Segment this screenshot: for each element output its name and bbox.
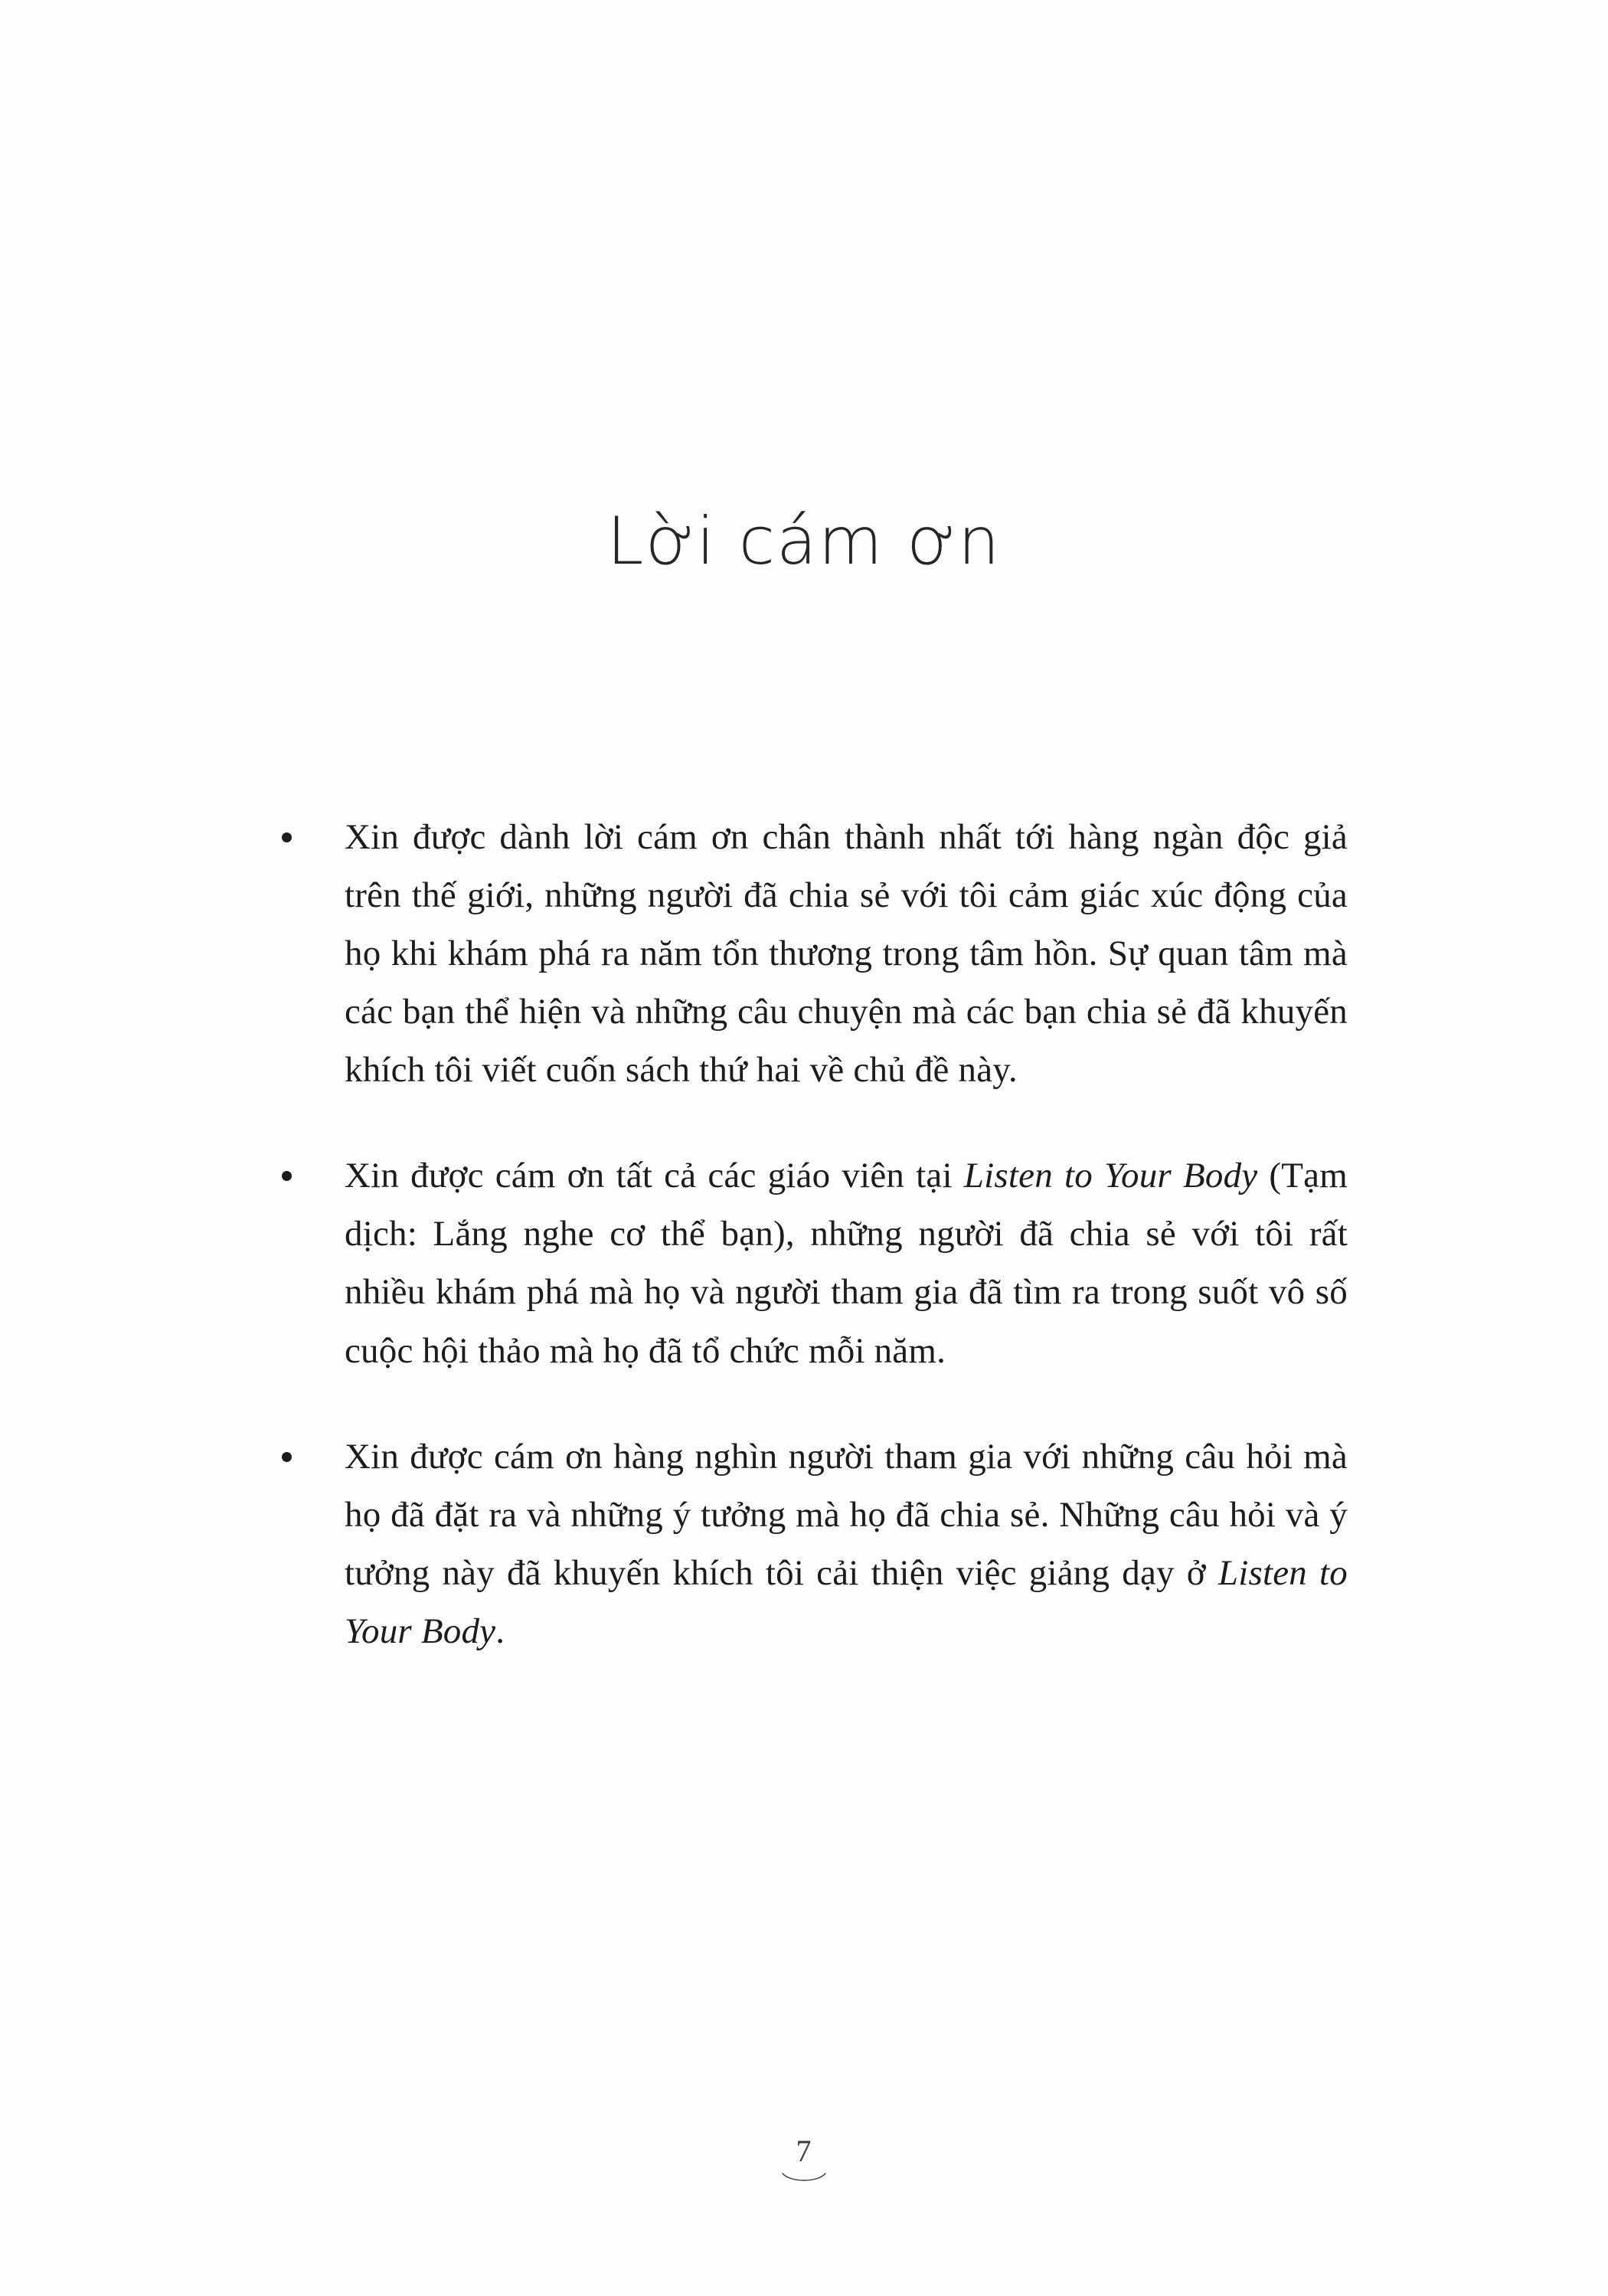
paragraph-text: Xin được cám ơn tất cả các giáo viên tại Listen to Your Body (Tạm dịch: Lắng nghe cơ thể bạn), những người đã chia sẻ với tôi rất nhiều khám phá mà họ và người tham gia đã tìm ra trong suốt vô số cuộc hội thảo mà họ đã tổ chức mỗi năm. (345, 1156, 1348, 1371)
page-footer (0, 2133, 1608, 2183)
swash-ornament-icon (779, 2170, 829, 2183)
page-number: 7 (796, 2134, 812, 2168)
list-item (260, 1428, 1348, 1661)
bullet-icon (282, 832, 292, 842)
list-item (260, 808, 1348, 1100)
paragraph-text: Xin được cám ơn hàng nghìn người tham gia với những câu hỏi mà họ đã đặt ra và những ý tưởng mà họ đã chia sẻ. Những câu hỏi và ý tưởng này đã khuyến khích tôi cải thiện việc giảng dạy ở Listen to Your Body. (345, 1436, 1348, 1652)
bullet-icon (282, 1452, 292, 1462)
list-item (260, 1146, 1348, 1380)
page-title: Lời cám ơn (606, 503, 1002, 580)
paragraph-text: Xin được dành lời cám ơn chân thành nhất tới hàng ngàn độc giả trên thế giới, những người đã chia sẻ với tôi cảm giác xúc động của họ khi khám phá ra năm tổn thương trong tâm hồn. Sự quan tâm mà các bạn thể hiện và những câu chuyện mà các bạn chia sẻ đã khuyến khích tôi viết cuốn sách thứ hai về chủ đề này. (345, 816, 1348, 1091)
page-body (260, 578, 1348, 1661)
acknowledgement-list (260, 808, 1348, 1661)
bullet-icon (282, 1171, 292, 1181)
